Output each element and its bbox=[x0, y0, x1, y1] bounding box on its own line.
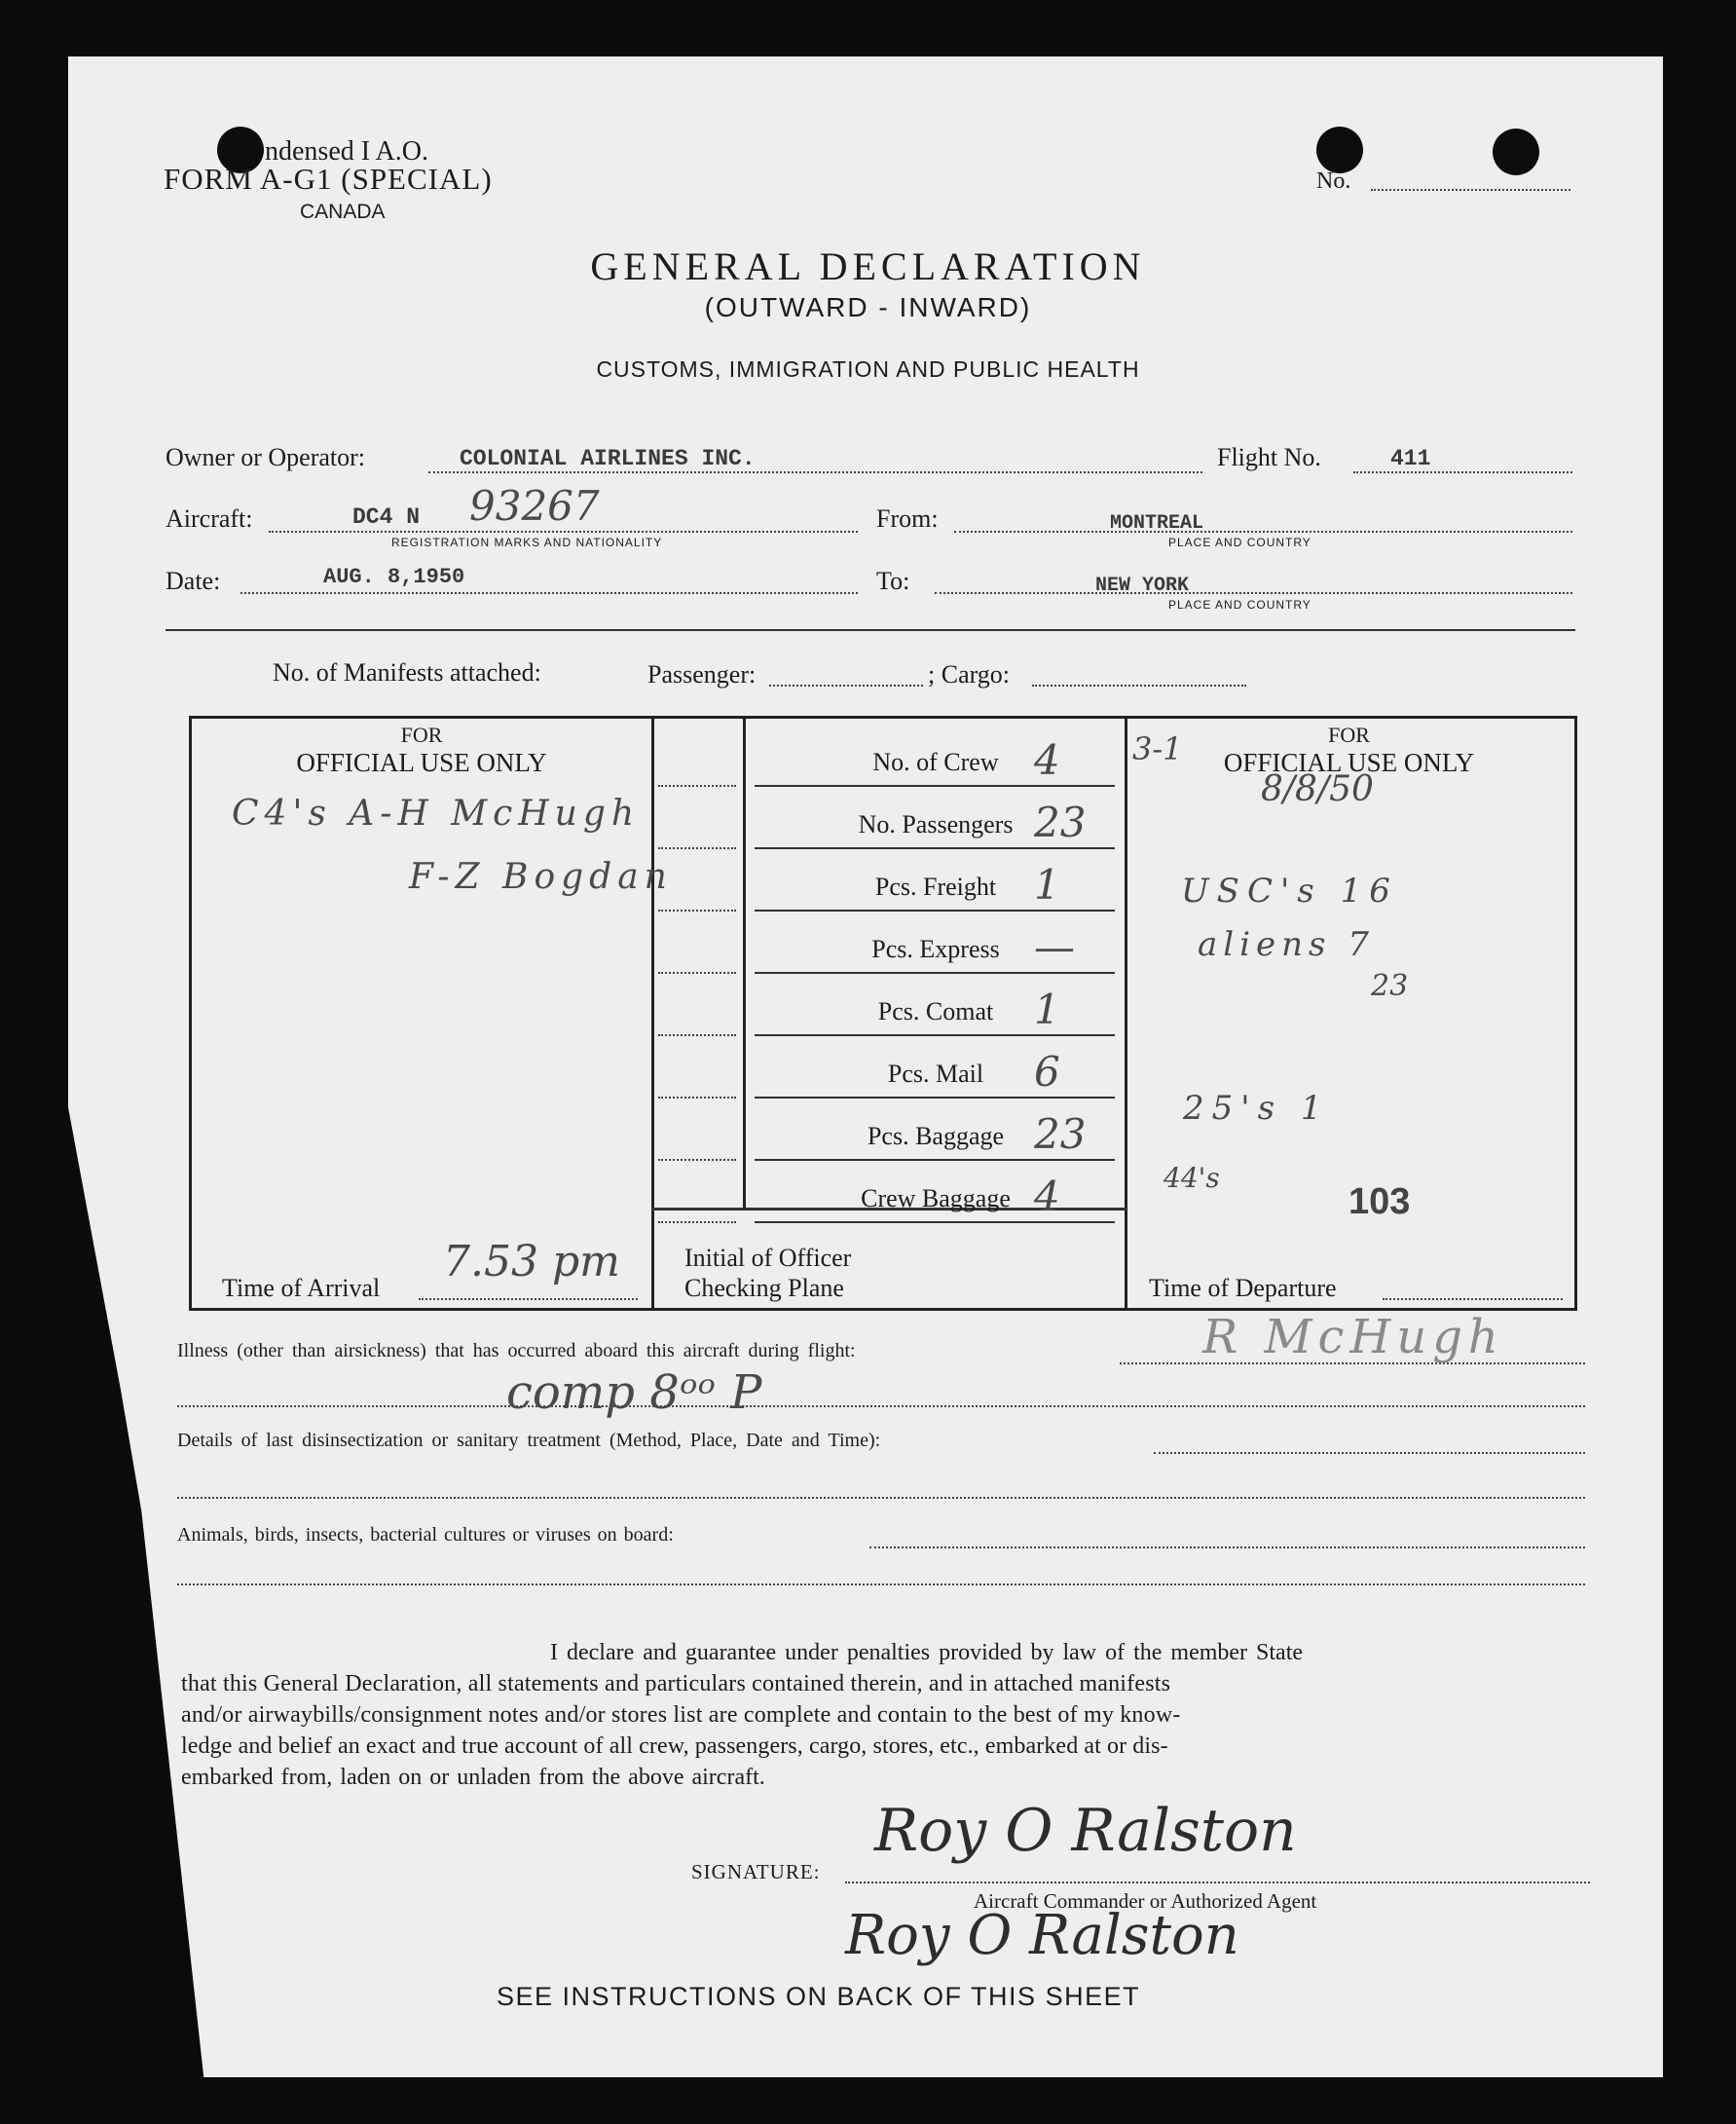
row-rule bbox=[755, 1034, 1115, 1036]
passenger-line bbox=[769, 685, 923, 687]
row-handwritten-value: 1 bbox=[1034, 986, 1060, 1033]
official-use-left: OFFICIAL USE ONLY bbox=[296, 748, 547, 777]
time-of-departure-label: Time of Departure bbox=[1149, 1274, 1337, 1302]
signature-handwritten-1: Roy O Ralston bbox=[874, 1797, 1297, 1865]
row-label: Crew Baggage bbox=[861, 1184, 1011, 1212]
row-handwritten-value: 23 bbox=[1034, 799, 1087, 846]
date-value: AUG. 8,1950 bbox=[323, 565, 465, 589]
aircraft-label: Aircraft: bbox=[166, 504, 253, 533]
passenger-label: Passenger: bbox=[647, 660, 757, 689]
row-rule bbox=[755, 785, 1115, 787]
row-handwritten-value: 6 bbox=[1034, 1048, 1060, 1096]
punch-hole bbox=[1316, 127, 1363, 173]
aircraft-handwritten: 93267 bbox=[469, 482, 600, 530]
cargo-line bbox=[1032, 685, 1246, 687]
to-label: To: bbox=[876, 567, 910, 595]
to-value: NEW YORK bbox=[1095, 575, 1190, 597]
signature-line bbox=[845, 1882, 1590, 1883]
right-note-total: 23 bbox=[1371, 969, 1409, 1003]
form-line-3: CANADA bbox=[300, 201, 386, 223]
time-of-arrival-label: Time of Arrival bbox=[222, 1274, 381, 1302]
owner-line bbox=[428, 471, 1202, 473]
animals-line-1 bbox=[869, 1546, 1585, 1548]
signature-caption: Aircraft Commander or Authorized Agent bbox=[974, 1889, 1317, 1913]
row-rule bbox=[755, 910, 1115, 912]
disinsectization-line-1 bbox=[1154, 1452, 1585, 1454]
row-check-rule bbox=[658, 785, 736, 787]
initial-officer-label-1: Initial of Officer bbox=[684, 1244, 852, 1272]
official-for-right: FOR bbox=[1328, 723, 1370, 747]
flight-value: 411 bbox=[1390, 446, 1431, 471]
form-line-2: FORM A-G1 (SPECIAL) bbox=[164, 162, 493, 196]
instructions-footer: SEE INSTRUCTIONS ON BACK OF THIS SHEET bbox=[497, 1982, 1141, 2011]
number-label: No. bbox=[1316, 168, 1351, 194]
document-title: GENERAL DECLARATION bbox=[590, 244, 1146, 288]
from-label: From: bbox=[876, 504, 939, 533]
row-rule bbox=[755, 1221, 1115, 1223]
row-label: No. of Crew bbox=[872, 748, 999, 776]
row-rule bbox=[755, 972, 1115, 974]
right-note-aliens: aliens 7 bbox=[1198, 925, 1375, 964]
row-label: Pcs. Mail bbox=[887, 1060, 984, 1088]
illness-line-2 bbox=[177, 1405, 1585, 1407]
row-handwritten-value: 4 bbox=[1034, 736, 1060, 784]
to-line bbox=[935, 592, 1572, 594]
right-note-citizens: USC's 16 bbox=[1181, 872, 1398, 911]
disinsectization-line-2 bbox=[177, 1497, 1585, 1499]
punch-hole bbox=[1493, 129, 1539, 175]
row-check-rule bbox=[658, 1034, 736, 1036]
row-label: Pcs. Express bbox=[871, 935, 1000, 963]
signature-handwritten-2: Roy O Ralston bbox=[845, 1904, 1239, 1967]
animals-label: Animals, birds, insects, bacterial cultures or viruses on board: bbox=[177, 1524, 674, 1546]
declaration-line-1: I declare and guarantee under penalties provided by law of the member State bbox=[550, 1640, 1304, 1665]
declaration-line-4: ledge and belief an exact and true account of all crew, passengers, cargo, stores, etc., embarked at or dis- bbox=[181, 1733, 1168, 1759]
time-of-arrival-handwritten: 7.53 pm bbox=[443, 1237, 620, 1286]
document-agencies: CUSTOMS, IMMIGRATION AND PUBLIC HEALTH bbox=[596, 356, 1140, 382]
declaration-line-3: and/or airwaybills/consignment notes and/or stores list are complete and contain to the best of my know- bbox=[181, 1702, 1181, 1728]
initial-officer-label-2: Checking Plane bbox=[684, 1274, 844, 1302]
official-for-left: FOR bbox=[400, 723, 443, 747]
from-line bbox=[954, 531, 1572, 533]
to-caption: PLACE AND COUNTRY bbox=[1168, 598, 1311, 612]
time-of-arrival-line bbox=[419, 1298, 638, 1300]
row-rule bbox=[755, 1097, 1115, 1099]
row-label: Pcs. Baggage bbox=[867, 1122, 1005, 1150]
illness-handwritten: comp 8ᵒᵒ P bbox=[506, 1365, 762, 1420]
row-handwritten-value: 1 bbox=[1034, 861, 1060, 909]
header-rule bbox=[166, 629, 1575, 631]
aircraft-value: DC4 N bbox=[352, 504, 421, 530]
date-line bbox=[240, 592, 858, 594]
cargo-label: ; Cargo: bbox=[928, 660, 1011, 689]
row-label: Pcs. Comat bbox=[877, 997, 994, 1025]
row-label: No. Passengers bbox=[858, 810, 1014, 838]
row-handwritten-value: 23 bbox=[1034, 1110, 1087, 1158]
right-note-date: 8/8/50 bbox=[1261, 769, 1374, 809]
right-note-44s: 44's bbox=[1163, 1162, 1220, 1194]
row-check-rule bbox=[658, 1221, 736, 1223]
stamp-number: 103 bbox=[1348, 1181, 1411, 1222]
declaration-line-5: embarked from, laden on or unladen from the above aircraft. bbox=[181, 1765, 765, 1790]
aircraft-line bbox=[269, 531, 858, 533]
illness-label: Illness (other than airsickness) that has occurred aboard this aircraft during flight: bbox=[177, 1340, 856, 1361]
manifests-label: No. of Manifests attached: bbox=[273, 658, 541, 687]
flight-label: Flight No. bbox=[1217, 443, 1321, 471]
from-value: MONTREAL bbox=[1110, 512, 1204, 535]
signature-label: SIGNATURE: bbox=[691, 1860, 821, 1883]
form-line-1: ndensed I A.O. bbox=[265, 136, 428, 167]
row-rule bbox=[755, 1159, 1115, 1161]
officer-signature: R McHugh bbox=[1202, 1310, 1504, 1364]
row-check-rule bbox=[658, 847, 736, 849]
row-check-rule bbox=[658, 910, 736, 912]
table-divider bbox=[651, 716, 654, 1308]
owner-label: Owner or Operator: bbox=[166, 443, 366, 471]
row-check-rule bbox=[658, 972, 736, 974]
row-label: Pcs. Freight bbox=[874, 873, 997, 901]
registration-caption: REGISTRATION MARKS AND NATIONALITY bbox=[391, 536, 663, 549]
left-note-2: F-Z Bogdan bbox=[409, 857, 673, 897]
left-note-1: C4's A-H McHugh bbox=[232, 794, 641, 834]
disinsectization-label: Details of last disinsectization or sanitary treatment (Method, Place, Date and Time): bbox=[177, 1430, 881, 1451]
owner-value: COLONIAL AIRLINES INC. bbox=[460, 446, 756, 471]
flight-line bbox=[1353, 471, 1572, 473]
declaration-line-2: that this General Declaration, all statements and particulars contained therein, and in attached manifests bbox=[181, 1671, 1171, 1696]
time-of-departure-line bbox=[1383, 1298, 1563, 1300]
number-line bbox=[1371, 189, 1570, 191]
row-handwritten-value: — bbox=[1034, 923, 1075, 971]
from-caption: PLACE AND COUNTRY bbox=[1168, 536, 1311, 549]
row-handwritten-value: 4 bbox=[1034, 1173, 1060, 1220]
row-check-rule bbox=[658, 1159, 736, 1161]
animals-line-2 bbox=[177, 1584, 1585, 1585]
document-subtitle: (OUTWARD - INWARD) bbox=[704, 292, 1032, 322]
right-note-25s: 25's 1 bbox=[1183, 1089, 1330, 1128]
right-note-crew: 3-1 bbox=[1132, 730, 1183, 767]
row-check-rule bbox=[658, 1097, 736, 1099]
row-rule bbox=[755, 847, 1115, 849]
date-label: Date: bbox=[166, 567, 221, 595]
official-use-right: OFFICIAL USE ONLY bbox=[1223, 748, 1475, 777]
